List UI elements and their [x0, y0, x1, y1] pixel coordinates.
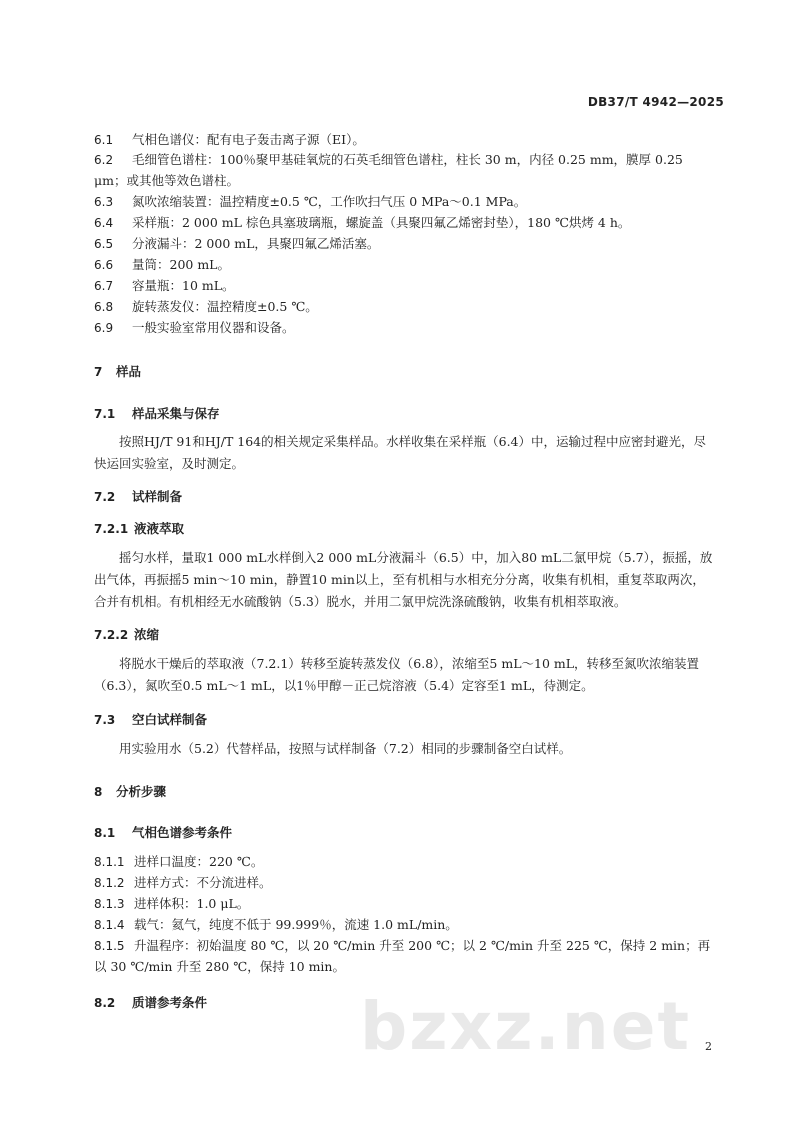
section-title: 样品	[116, 364, 142, 379]
item-number: 8.1.3	[94, 897, 125, 911]
item-text: 进样体积：1.0 μL。	[134, 896, 250, 911]
item-text: 容量瓶：10 mL。	[132, 278, 235, 293]
item-number: 6.8	[94, 300, 114, 314]
item-6-5	[94, 234, 379, 254]
section-title: 样品采集与保存	[132, 406, 220, 421]
section-title: 质谱参考条件	[132, 995, 208, 1010]
section-7-heading	[94, 362, 141, 382]
section-title: 气相色谱参考条件	[132, 825, 233, 840]
section-number: 7.3	[94, 713, 116, 727]
item-text: 采样瓶：2 000 mL 棕色具塞玻璃瓶，螺旋盖（具聚四氟乙烯密封垫），180 ℃烘烤 4 h。	[132, 215, 631, 230]
item-number: 8.1.5	[94, 939, 125, 953]
item-number: 6.7	[94, 279, 114, 293]
item-text: 一般实验室常用仪器和设备。	[132, 320, 295, 335]
section-number: 7.2.1	[94, 522, 129, 536]
section-number: 7	[94, 365, 103, 379]
section-number: 8.2	[94, 996, 116, 1010]
item-text: 进样方式：不分流进样。	[134, 875, 272, 890]
item-number: 6.2	[94, 153, 114, 167]
item-number: 6.3	[94, 195, 114, 209]
item-8-1-4	[94, 915, 458, 935]
section-7-2-heading	[94, 487, 182, 507]
item-number: 8.1.1	[94, 855, 125, 869]
section-8-1-heading	[94, 823, 232, 843]
section-7-2-1-heading	[94, 519, 184, 539]
item-8-1-1	[94, 852, 263, 872]
section-number: 8	[94, 785, 103, 799]
section-7-1-heading	[94, 404, 220, 424]
item-text: 量筒：200 mL。	[132, 257, 230, 272]
section-title: 浓缩	[134, 627, 160, 642]
item-number: 6.5	[94, 237, 114, 251]
section-7-3-heading	[94, 710, 207, 730]
watermark: bzxz.net	[360, 988, 692, 1065]
item-6-9	[94, 318, 295, 338]
item-6-6	[94, 255, 230, 275]
item-text: 载气：氦气，纯度不低于 99.999％，流速 1.0 mL/min。	[134, 917, 458, 932]
item-8-1-5	[94, 936, 714, 977]
item-6-1	[94, 130, 365, 150]
item-6-8	[94, 297, 318, 317]
item-text: 进样口温度：220 ℃。	[134, 854, 264, 869]
section-7-2-1-body: 摇匀水样，量取1 000 mL水样倒入2 000 mL分液漏斗（6.5）中，加入80 mL二氯甲烷（5.7），振摇，放出气体，再振摇5 min～10 min，静置10 min以上，至有机相与水相充分分离，收集有机相，重复萃取两次，合并有机相。有机相经无水硫酸钠（5.3）脱水，并用二氯甲烷洗涤硫酸钠，收集有机相萃取液。	[94, 550, 713, 609]
item-number: 8.1.2	[94, 876, 125, 890]
item-text: 升温程序：初始温度 80 ℃，以 20 ℃/min 升至 200 ℃；以 2 ℃/min 升至 225 ℃，保持 2 min；再以 30 ℃/min 升至 280 ℃，保持 10 min。	[94, 938, 711, 974]
item-text: 氮吹浓缩装置：温控精度±0.5 ℃，工作吹扫气压 0 MPa～0.1 MPa。	[132, 194, 527, 209]
item-6-7	[94, 276, 235, 296]
section-8-2-heading	[94, 993, 207, 1013]
section-number: 7.1	[94, 407, 116, 421]
section-7-2-2-body: 将脱水干燥后的萃取液（7.2.1）转移至旋转蒸发仪（6.8），浓缩至5 mL～10 mL，转移至氮吹浓缩装置（6.3），氮吹至0.5 mL～1 mL，以1％甲醇－正己烷溶液（5.4）定容至1 mL，待测定。	[94, 656, 700, 693]
item-6-3	[94, 192, 526, 212]
section-7-3-body: 用实验用水（5.2）代替样品，按照与试样制备（7.2）相同的步骤制备空白试样。	[119, 741, 572, 756]
item-number: 6.9	[94, 321, 114, 335]
page-number: 2	[705, 1040, 712, 1053]
item-6-4	[94, 213, 630, 233]
section-title: 液液萃取	[134, 521, 185, 536]
item-8-1-2	[94, 873, 272, 893]
section-title: 分析步骤	[116, 784, 167, 799]
section-number: 7.2.2	[94, 628, 129, 642]
section-7-1-body: 按照HJ/T 91和HJ/T 164的相关规定采集样品。水样收集在采样瓶（6.4）中，运输过程中应密封避光，尽快运回实验室，及时测定。	[94, 434, 707, 471]
section-title: 空白试样制备	[132, 712, 208, 727]
section-title: 试样制备	[132, 489, 183, 504]
item-number: 6.4	[94, 216, 114, 230]
item-number: 6.1	[94, 133, 114, 147]
item-text: 气相色谱仪：配有电子轰击离子源（EI）。	[132, 132, 365, 147]
item-text: 分液漏斗：2 000 mL，具聚四氟乙烯活塞。	[132, 236, 380, 251]
item-6-2	[94, 150, 714, 191]
item-text: 毛细管色谱柱：100％聚甲基硅氧烷的石英毛细管色谱柱，柱长 30 m，内径 0.25 mm，膜厚 0.25 μm；或其他等效色谱柱。	[94, 152, 683, 188]
section-number: 7.2	[94, 490, 116, 504]
item-text: 旋转蒸发仪：温控精度±0.5 ℃。	[132, 299, 318, 314]
section-7-2-2-heading	[94, 625, 159, 645]
section-number: 8.1	[94, 826, 116, 840]
section-8-heading	[94, 782, 166, 802]
item-8-1-3	[94, 894, 249, 914]
item-number: 6.6	[94, 258, 114, 272]
item-number: 8.1.4	[94, 918, 125, 932]
standard-code: DB37/T 4942—2025	[587, 95, 724, 109]
